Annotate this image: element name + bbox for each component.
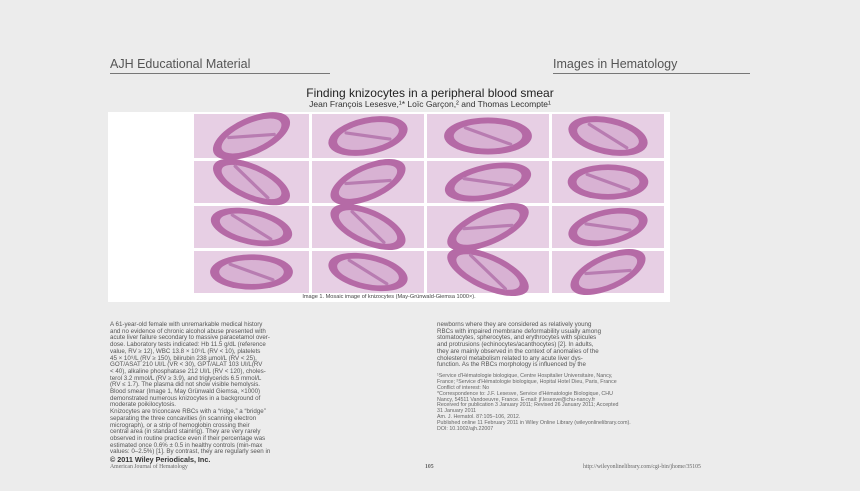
micrograph-tile [427, 114, 549, 158]
header-rule-left [110, 73, 330, 74]
text-line: terol 3.2 mmol/L (RV ≥ 3.9), and triglycerids 6.5 mmol/L [110, 374, 262, 382]
micrograph-tile [312, 112, 424, 162]
text-line: Blood smear (Image 1, May Grünwald Giemsa, ×1000) [110, 388, 261, 396]
text-line: (RV ≤ 1.7). The plasma did not show visible hemolysis. [110, 381, 261, 389]
copyright-line: © 2011 Wiley Periodicals, Inc. [110, 455, 211, 465]
text-line: 45 × 10⁹/L (RV ≥ 150), bilirubin 238 µmol/L (RV < 25), [110, 354, 257, 362]
micrograph-tile [312, 149, 424, 214]
article-title: Finding knizocytes in a peripheral blood smear [306, 86, 554, 100]
text-line: micrograph), or a strip of hemoglobin crossing their [110, 421, 250, 429]
knizocyte-mosaic-image [108, 112, 670, 302]
header-rule-right [553, 73, 750, 74]
footnote-line: Received for publication 3 January 2011; Revised 26 January 2011; Accepted [437, 402, 619, 409]
footnote-line: Nancy, 54511 Vandoeuvre, France. E-mail: jf.lesesve@chu-nancy.fr [437, 396, 596, 403]
text-line: function. As the RBCs morphology is influenced by the [437, 361, 586, 369]
footnote-line: *Correspondence to: J.F. Lesesve, Service d'Hématologie Biologique, CHU [437, 390, 613, 397]
text-line: central area (in standard staining). They are very rarely [110, 428, 261, 436]
micrograph-tile [427, 156, 549, 209]
micrograph-tile [552, 201, 664, 252]
figure-caption: Image 1. Mosaic image of knizocytes (May-Grünwald-Giemsa 1000×). [302, 294, 476, 300]
micrograph-tile [552, 112, 664, 162]
text-line: A 61-year-old female with unremarkable medical history [110, 321, 263, 328]
text-line: they are mainly observed in the context of anomalies of the [437, 347, 599, 355]
text-line: separating the three concavities (in scanning electron [110, 414, 257, 422]
text-line: GOT/ASAT 210 UI/L (VR < 30), GPT/ALAT 103 UI/L(RV [110, 361, 263, 369]
text-line: value, RV ≥ 12), WBC 13.8 × 10⁹/L (RV < 10), platelets [110, 347, 261, 355]
footer-journal: American Journal of Hematology [110, 464, 188, 470]
micrograph-tile [194, 149, 309, 215]
text-line: < 40), alkaline phosphatase 212 UI/L (RV < 120), choles- [110, 367, 266, 375]
text-line: moderate poikilocytosis. [110, 401, 177, 409]
footnote-line: Am. J. Hematol. 87:105–106, 2012. [437, 414, 521, 421]
micrograph-tile [194, 251, 309, 293]
text-line: stomatocytes, spherocytes, and erythrocytes with spicules [437, 334, 597, 342]
text-line: observed in routine practice even if their percentage was [110, 434, 266, 442]
text-line: dose. Laboratory tests indicated: Hb 11.5 g/dL (reference [110, 341, 266, 349]
footnote-line: DOI: 10.1002/ajh.22007 [437, 426, 494, 433]
micrograph-tile [312, 246, 424, 297]
footnote-line: Published online 11 February 2011 in Wiley Online Library (wileyonlinelibrary.com). [437, 420, 631, 427]
micrograph-tile [312, 194, 424, 259]
text-line: and protrusions (echinocytes/acanthocytes) [2]. In adults, [437, 341, 594, 349]
article-authors: Jean François Lesesve,¹* Loïc Garçon,² and Thomas Lecompte¹ [309, 99, 551, 109]
running-header-left: AJH Educational Material [110, 57, 251, 71]
micrograph-tile [427, 193, 549, 261]
text-line: cholesterol metabolism related to any acute liver dys- [437, 354, 583, 362]
footnotes [437, 374, 750, 433]
running-header-right: Images in Hematology [553, 57, 678, 71]
body-column-right [437, 322, 750, 433]
body-text-right [437, 322, 750, 369]
body-column-left [110, 322, 388, 464]
footer-page-number: 105 [425, 464, 434, 470]
body-text-left [110, 322, 388, 456]
figure-mosaic [108, 112, 670, 302]
footer-url: http://wileyonlinelibrary.com/cgi-bin/jhome/35105 [583, 464, 701, 470]
footnote-line: ¹Service d'Hématologie biologique, Centre Hospitalier Universitaire, Nancy, [437, 372, 613, 379]
text-line: Knizocytes are triconcave RBCs with a “ridge,” a “bridge” [110, 408, 266, 416]
footnote-line: France; ²Service d'Hématologie biologique, Hopital Hotel Dieu, Paris, France [437, 378, 617, 385]
micrograph-tile [194, 201, 309, 253]
text-line: values: 0–2.5%) [1]. By contrast, they are regularly seen in [110, 448, 271, 456]
text-line: acute liver failure secondary to massive paracetamol over- [110, 334, 270, 342]
text-line: estimated once 0.6% ± 0.5 in healthy controls (min-max [110, 441, 263, 449]
footnote-line: 31 January 2011 [437, 408, 477, 415]
text-line: newborns where they are considered as relatively young [437, 321, 592, 328]
text-line: RBCs with impaired membrane deformability usually among [437, 327, 602, 335]
footnote-line: Conflict of interest: No [437, 384, 490, 391]
micrograph-tile [552, 239, 664, 302]
text-line: demonstrated numerous knizocytes in a background of [110, 394, 261, 402]
text-line: and no evidence of chronic alcohol abuse presented with [110, 327, 266, 335]
micrograph-tile [552, 161, 664, 203]
